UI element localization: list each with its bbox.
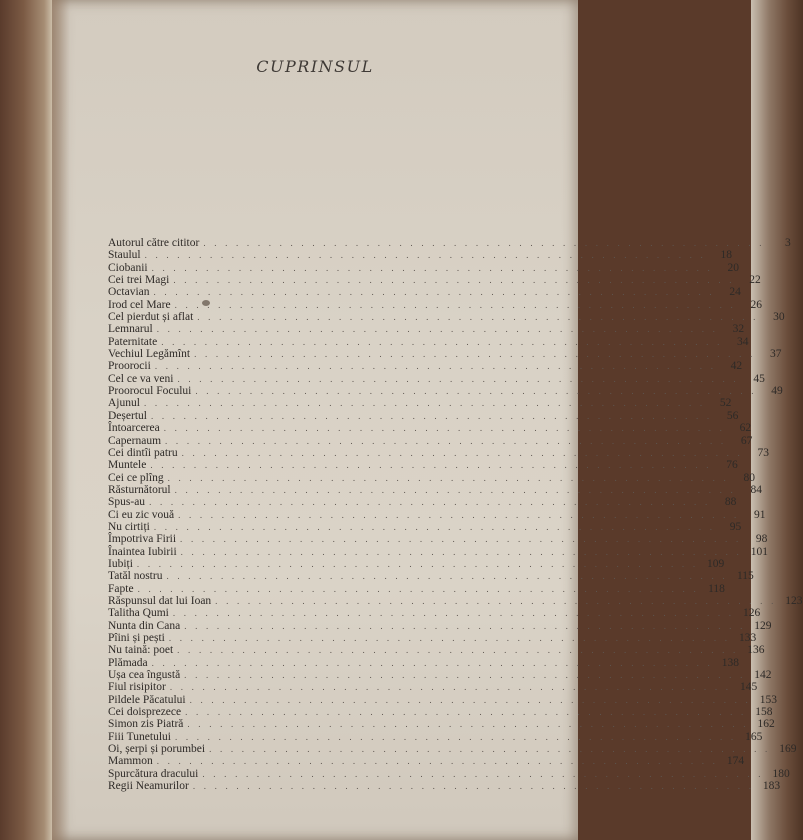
toc-entry-page: 153 [759, 693, 777, 706]
book-page [52, 0, 803, 840]
toc-entry-page: 123 [785, 594, 803, 607]
toc-leader-dots: . . . . . . . . . . . . . . . . . . . . . . . . . . . . . . . . . . . . . . . . . . . . . . . . . . . . [151, 262, 713, 273]
toc-entry-title: Oi, șerpi și porumbei [108, 743, 206, 756]
toc-entry [108, 397, 732, 410]
toc-entry-page: 162 [757, 718, 775, 731]
toc-entry-title: Paternitate [108, 335, 158, 348]
toc-entry-title: Fiul risipitor [108, 681, 166, 694]
toc-entry [108, 767, 790, 780]
toc-entry-page: 101 [750, 545, 769, 558]
toc-entry-page: 142 [754, 669, 772, 682]
toc-entry [108, 693, 777, 706]
toc-entry [108, 434, 753, 447]
toc-leader-dots: . . . . . . . . . . . . . . . . . . . . . . . . . . . . . . . . . . . . . . . . . . . . . . . . . . . . [174, 731, 737, 742]
toc-leader-dots: . . . . . . . . . . . . . . . . . . . . . . . . . . . . . . . . . . . . . . . . . . . . . . . . . . . . [194, 349, 756, 360]
toc-entry-title: Cei ce plîng [108, 471, 164, 484]
toc-entry [108, 582, 725, 595]
toc-entry [108, 409, 739, 422]
toc-entry-title: Deșertul [108, 409, 147, 422]
toc-leader-dots: . . . . . . . . . . . . . . . . . . . . . . . . . . . . . . . . . . . . . . . . . . . . . . . . . . . . [174, 484, 736, 495]
toc-entry [108, 508, 766, 521]
toc-entry-title: Simon zis Piatră [108, 718, 184, 731]
toc-entry-page: 174 [726, 755, 745, 768]
toc-entry-page: 136 [747, 644, 765, 657]
toc-entry-title: Proorocul Focului [108, 385, 192, 398]
toc-leader-dots: . . . . . . . . . . . . . . . . . . . . . . . . . . . . . . . . . . . . . . . . . . . . . . . . . . . . [184, 620, 746, 631]
toc-entry-title: Regii Neamurilor [108, 780, 189, 793]
toc-entry [108, 607, 761, 620]
toc-entry [108, 274, 761, 287]
toc-leader-dots: . . . . . . . . . . . . . . . . . . . . . . . . . . . . . . . . . . . . . . . . . . . . . . . . . . . . [174, 299, 736, 310]
toc-entry-title: Octavian [108, 286, 150, 299]
toc-leader-dots: . . . . . . . . . . . . . . . . . . . . . . . . . . . . . . . . . . . . . . . . . . . . . . . . . . . . [197, 312, 759, 323]
toc-entry [108, 483, 762, 496]
toc-leader-dots: . . . . . . . . . . . . . . . . . . . . . . . . . . . . . . . . . . . . . . . . . . . . . . . . . . . . [181, 447, 743, 458]
toc-leader-dots: . . . . . . . . . . . . . . . . . . . . . . . . . . . . . . . . . . . . . . . . . . . . . . . . . . . . [177, 373, 739, 384]
toc-entry [108, 360, 743, 373]
toc-entry-page: 32 [732, 323, 745, 336]
toc-leader-dots: . . . . . . . . . . . . . . . . . . . . . . . . . . . . . . . . . . . . . . . . . . . . . . . . . . . . [172, 608, 735, 619]
toc-entry [108, 286, 741, 299]
toc-entry-page: 76 [726, 459, 738, 472]
toc-entry-title: Cel pierdut și aflat [108, 311, 194, 324]
toc-entry-page: 62 [739, 422, 752, 435]
toc-leader-dots: . . . . . . . . . . . . . . . . . . . . . . . . . . . . . . . . . . . . . . . . . . . . . . . . . . . . [156, 324, 719, 335]
toc-entry [108, 545, 769, 558]
toc-entry-title: Pîini și pești [108, 632, 165, 644]
toc-entry-title: Ușa cea îngustă [108, 669, 181, 682]
toc-entry-page: 169 [779, 743, 797, 756]
toc-leader-dots: . . . . . . . . . . . . . . . . . . . . . . . . . . . . . . . . . . . . . . . . . . . . . . . . . . . . [203, 238, 765, 248]
toc-leader-dots: . . . . . . . . . . . . . . . . . . . . . . . . . . . . . . . . . . . . . . . . . . . . . . . . . . . . [161, 336, 723, 347]
toc-entry [108, 422, 752, 435]
toc-entry-title: Staulul [108, 249, 141, 262]
toc-entry-title: Ciobanii [108, 261, 148, 274]
toc-entry-title: Iubiți [108, 557, 133, 570]
toc-leader-dots: . . . . . . . . . . . . . . . . . . . . . . . . . . . . . . . . . . . . . . . . . . . . . . . . . . . . [156, 756, 719, 767]
toc-entry-page: 34 [737, 335, 749, 348]
toc-entry [108, 755, 745, 768]
toc-entry [108, 570, 754, 583]
toc-entry [108, 298, 762, 311]
toc-entry [108, 619, 772, 632]
toc-leader-dots: . . . . . . . . . . . . . . . . . . . . . . . . . . . . . . . . . . . . . . . . . . . . . . . . . . . . [137, 583, 699, 594]
toc-entry-title: Nu taină: poet [108, 644, 174, 657]
toc-entry [108, 706, 773, 719]
toc-leader-dots: . . . . . . . . . . . . . . . . . . . . . . . . . . . . . . . . . . . . . . . . . . . . . . . . . . . . [153, 521, 716, 532]
toc-entry [108, 335, 749, 348]
toc-leader-dots: . . . . . . . . . . . . . . . . . . . . . . . . . . . . . . . . . . . . . . . . . . . . . . . . . . . . [209, 744, 771, 755]
toc-entry [108, 656, 739, 669]
toc-entry-title: Plămada [108, 656, 148, 669]
toc-leader-dots: . . . . . . . . . . . . . . . . . . . . . . . . . . . . . . . . . . . . . . . . . . . . . . . . . . . . [165, 435, 727, 446]
toc-entry [108, 533, 768, 546]
toc-entry-title: Talitha Qumi [108, 607, 169, 620]
toc-entry [108, 594, 803, 607]
toc-entry-title: Fapte [108, 582, 134, 595]
toc-leader-dots: . . . . . . . . . . . . . . . . . . . . . . . . . . . . . . . . . . . . . . . . . . . . . . . . . . . . [163, 423, 726, 434]
toc-entry-page: 109 [707, 557, 725, 570]
toc-entry-title: Înaintea Iubirii [108, 545, 177, 558]
toc-entry-page: 42 [730, 360, 743, 373]
toc-entry-title: Muntele [108, 459, 147, 472]
toc-entry-title: Ci eu zic vouă [108, 508, 175, 521]
toc-entry-title: Vechiul Legămînt [108, 348, 191, 361]
toc-entry-title: Pildele Păcatului [108, 693, 186, 706]
toc-entry [108, 385, 783, 398]
toc-entry [108, 249, 732, 262]
toc-leader-dots: . . . . . . . . . . . . . . . . . . . . . . . . . . . . . . . . . . . . . . . . . . . . . . . . . . . . [189, 694, 751, 705]
toc-entry-title: Răspunsul dat lui Ioan [108, 594, 212, 607]
toc-entry-page: 18 [720, 249, 732, 262]
toc-entry-title: Împotriva Firii [108, 533, 177, 546]
toc-entry [108, 237, 791, 249]
toc-entry [108, 644, 765, 657]
toc-entry-page: 30 [773, 311, 785, 324]
toc-entry [108, 446, 769, 459]
toc-entry [108, 780, 781, 793]
toc-leader-dots: . . . . . . . . . . . . . . . . . . . . . . . . . . . . . . . . . . . . . . . . . . . . . . . . . . . . [178, 509, 740, 520]
toc-entry [108, 718, 775, 731]
toc-leader-dots: . . . . . . . . . . . . . . . . . . . . . . . . . . . . . . . . . . . . . . . . . . . . . . . . . . . . [166, 571, 728, 582]
toc-leader-dots: . . . . . . . . . . . . . . . . . . . . . . . . . . . . . . . . . . . . . . . . . . . . . . . . . . . . [215, 595, 777, 606]
toc-leader-dots: . . . . . . . . . . . . . . . . . . . . . . . . . . . . . . . . . . . . . . . . . . . . . . . . . . . . [185, 707, 747, 718]
toc-entry-page: 95 [729, 520, 742, 533]
toc-entry [108, 557, 725, 570]
toc-entry-title: Spus-au [108, 496, 146, 509]
toc-entry [108, 669, 772, 682]
toc-leader-dots: . . . . . . . . . . . . . . . . . . . . . . . . . . . . . . . . . . . . . . . . . . . . . . . . . . . . [150, 460, 712, 471]
toc-entry-page: 133 [738, 632, 757, 644]
toc-entry-page: 3 [784, 237, 791, 249]
toc-entry-page: 20 [727, 261, 739, 274]
toc-leader-dots: . . . . . . . . . . . . . . . . . . . . . . . . . . . . . . . . . . . . . . . . . . . . . . . . . . . . [136, 558, 699, 569]
toc-entry [108, 496, 737, 509]
toc-leader-dots: . . . . . . . . . . . . . . . . . . . . . . . . . . . . . . . . . . . . . . . . . . . . . . . . . . . . [143, 398, 706, 409]
toc-entry-title: Irod cel Mare [108, 298, 171, 311]
toc-entry-title: Nunta din Cana [108, 619, 181, 632]
toc-entry-page: 80 [743, 471, 755, 484]
toc-leader-dots: . . . . . . . . . . . . . . . . . . . . . . . . . . . . . . . . . . . . . . . . . . . . . . . . . . . . [154, 361, 717, 372]
toc-entry-title: Ajunul [108, 397, 140, 410]
toc-leader-dots: . . . . . . . . . . . . . . . . . . . . . . . . . . . . . . . . . . . . . . . . . . . . . . . . . . . . [184, 670, 746, 681]
toc-entry-title: Tatăl nostru [108, 570, 163, 583]
toc-entry [108, 459, 738, 472]
page-title: CUPRINSUL [256, 57, 374, 76]
toc-entry [108, 743, 797, 756]
toc-entry-page: 26 [750, 298, 762, 311]
toc-leader-dots: . . . . . . . . . . . . . . . . . . . . . . . . . . . . . . . . . . . . . . . . . . . . . . . . . . . . [180, 534, 742, 545]
toc-entry [108, 261, 739, 274]
toc-leader-dots: . . . . . . . . . . . . . . . . . . . . . . . . . . . . . . . . . . . . . . . . . . . . . . . . . . . . [202, 768, 764, 779]
toc-entry [108, 348, 782, 361]
toc-leader-dots: . . . . . . . . . . . . . . . . . . . . . . . . . . . . . . . . . . . . . . . . . . . . . . . . . . . . [149, 497, 711, 508]
toc-leader-dots: . . . . . . . . . . . . . . . . . . . . . . . . . . . . . . . . . . . . . . . . . . . . . . . . . . . . [144, 250, 706, 261]
toc-entry-page: 129 [754, 619, 772, 632]
toc-leader-dots: . . . . . . . . . . . . . . . . . . . . . . . . . . . . . . . . . . . . . . . . . . . . . . . . . . . . [151, 657, 713, 668]
toc-entry-page: 24 [729, 286, 741, 299]
toc-entry-page: 158 [755, 706, 773, 719]
toc-entry-title: Lemnarul [108, 323, 153, 336]
toc-entry-title: Cei dintîi patru [108, 446, 178, 459]
toc-entry-title: Spurcătura dracului [108, 767, 199, 780]
toc-entry [108, 730, 763, 743]
toc-entry [108, 311, 785, 324]
toc-entry-title: Cei trei Magi [108, 274, 170, 287]
toc-leader-dots: . . . . . . . . . . . . . . . . . . . . . . . . . . . . . . . . . . . . . . . . . . . . . . . . . . . . [150, 410, 713, 421]
toc-leader-dots: . . . . . . . . . . . . . . . . . . . . . . . . . . . . . . . . . . . . . . . . . . . . . . . . . . . . [173, 275, 735, 286]
toc-leader-dots: . . . . . . . . . . . . . . . . . . . . . . . . . . . . . . . . . . . . . . . . . . . . . . . . . . . . [187, 719, 749, 730]
toc-leader-dots: . . . . . . . . . . . . . . . . . . . . . . . . . . . . . . . . . . . . . . . . . . . . . . . . . . . . [168, 633, 731, 643]
book-spine-left [0, 0, 52, 840]
toc-entry-page: 91 [753, 508, 766, 521]
toc-entry-title: Mammon [108, 755, 153, 768]
toc-entry [108, 323, 745, 336]
toc-entry-title: Capernaum [108, 434, 162, 447]
toc-entry-page: 67 [740, 434, 753, 447]
toc-leader-dots: . . . . . . . . . . . . . . . . . . . . . . . . . . . . . . . . . . . . . . . . . . . . . . . . . . . . [153, 287, 715, 298]
toc-entry-title: Cel ce va veni [108, 372, 174, 385]
toc-entry [108, 471, 755, 484]
toc-entry-page: 88 [724, 496, 737, 509]
toc-entry-page: 118 [708, 582, 725, 595]
toc-entry-title: Autorul către cititor [108, 237, 200, 249]
toc-entry-page: 45 [753, 372, 765, 385]
toc-entry-page: 73 [757, 446, 769, 459]
toc-entry-page: 49 [771, 385, 783, 398]
toc-entry-page: 84 [750, 483, 762, 496]
toc-leader-dots: . . . . . . . . . . . . . . . . . . . . . . . . . . . . . . . . . . . . . . . . . . . . . . . . . . . . [167, 472, 729, 483]
toc-entry-page: 180 [772, 767, 790, 780]
toc-entry-title: Proorocii [108, 360, 151, 373]
toc-entry-title: Fiii Tunetului [108, 730, 171, 743]
toc-entry-page: 165 [745, 730, 763, 743]
page-gutter-shadow [52, 0, 70, 840]
toc-entry [108, 372, 765, 385]
toc-entry [108, 520, 742, 533]
toc-entry [108, 681, 758, 694]
toc-entry-page: 145 [739, 681, 758, 694]
toc-leader-dots: . . . . . . . . . . . . . . . . . . . . . . . . . . . . . . . . . . . . . . . . . . . . . . . . . . . . [195, 386, 757, 397]
toc-entry-page: 22 [749, 274, 761, 287]
toc-entry-page: 56 [726, 409, 739, 422]
toc-leader-dots: . . . . . . . . . . . . . . . . . . . . . . . . . . . . . . . . . . . . . . . . . . . . . . . . . . . . [180, 546, 743, 557]
toc-entry-page: 98 [755, 533, 768, 546]
toc-entry-title: Întoarcerea [108, 422, 160, 435]
table-of-contents [108, 237, 803, 793]
toc-leader-dots: . . . . . . . . . . . . . . . . . . . . . . . . . . . . . . . . . . . . . . . . . . . . . . . . . . . . [169, 682, 732, 693]
toc-leader-dots: . . . . . . . . . . . . . . . . . . . . . . . . . . . . . . . . . . . . . . . . . . . . . . . . . . . . [177, 645, 739, 656]
toc-entry-page: 37 [769, 348, 782, 361]
toc-entry [108, 632, 757, 644]
toc-entry-title: Răsturnătorul [108, 483, 171, 496]
toc-entry-page: 183 [762, 780, 781, 793]
toc-entry-title: Cei doisprezece [108, 706, 182, 719]
toc-entry-title: Nu cirtiți [108, 520, 150, 533]
toc-entry-page: 52 [719, 397, 732, 410]
toc-entry-page: 115 [736, 570, 754, 583]
toc-leader-dots: . . . . . . . . . . . . . . . . . . . . . . . . . . . . . . . . . . . . . . . . . . . . . . . . . . . . [192, 781, 755, 792]
toc-entry-page: 126 [742, 607, 761, 620]
toc-entry-page: 138 [721, 656, 739, 669]
